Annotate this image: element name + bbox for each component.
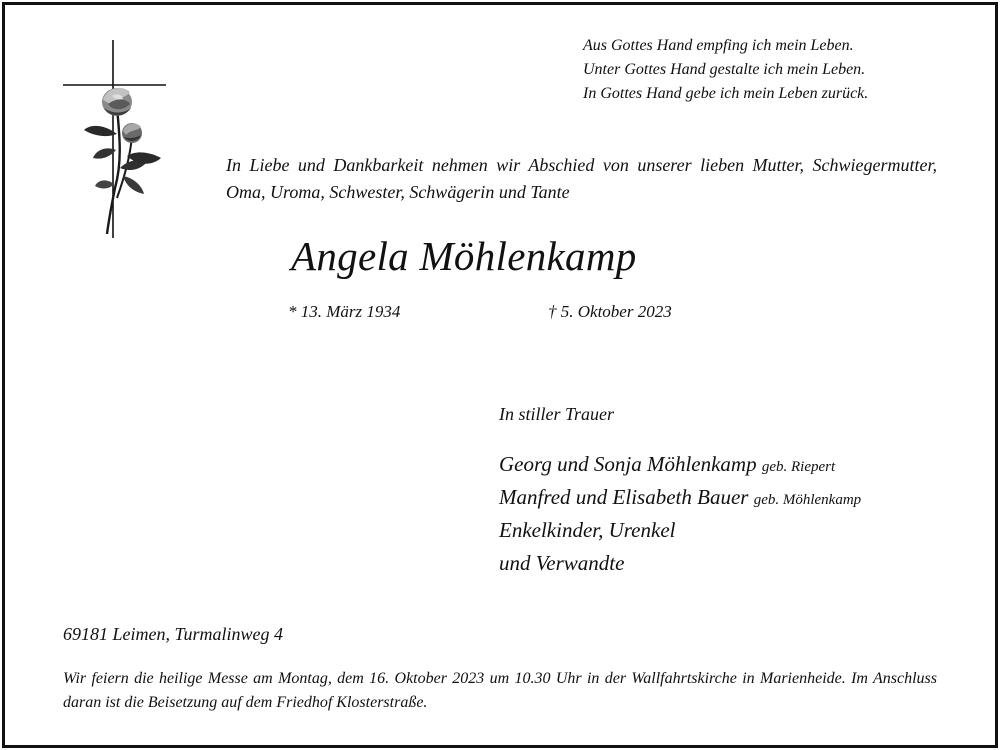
mourning-intro: In stiller Trauer — [499, 404, 615, 424]
mourners-list — [499, 448, 861, 580]
deceased-name: Angela Möhlenkamp — [291, 233, 637, 279]
cross-with-rose-icon — [60, 38, 170, 240]
mourner-name: Georg und Sonja Möhlenkamp — [499, 452, 757, 476]
poem-line: Unter Gottes Hand gestalte ich mein Leben. — [583, 61, 866, 78]
mourner-nee: geb. Riepert — [761, 459, 836, 475]
family-address: 69181 Leimen, Turmalinweg 4 — [63, 624, 284, 644]
poem-line: In Gottes Hand gebe ich mein Leben zurück. — [583, 85, 869, 102]
mourner-name: Manfred und Elisabeth Bauer — [499, 485, 749, 509]
mourner-name: Enkelkinder, Urenkel — [499, 518, 676, 542]
birth-date: * 13. März 1934 — [288, 302, 401, 321]
mourner-entry — [499, 481, 861, 514]
poem-line: Aus Gottes Hand empfing ich mein Leben. — [583, 37, 854, 54]
intro-text: In Liebe und Dankbarkeit nehmen wir Abschied von unserer lieben Mutter, Schwiegermutter, Oma, Uroma, Schwester, Schwägerin und Tante — [226, 155, 937, 202]
poem-verse — [583, 34, 868, 106]
mourner-entry — [499, 547, 861, 580]
service-information: Wir feiern die heilige Messe am Montag, dem 16. Oktober 2023 um 10.30 Uhr in der Wallfahrtskirche in Marienheide. Im Anschluss daran ist die Beisetzung auf dem Friedhof Klosterstraße. — [63, 670, 937, 711]
death-date: † 5. Oktober 2023 — [548, 302, 672, 321]
mourner-nee: geb. Möhlenkamp — [753, 492, 862, 508]
mourner-entry — [499, 448, 861, 481]
mourner-name: und Verwandte — [499, 551, 625, 575]
mourner-entry — [499, 514, 861, 547]
